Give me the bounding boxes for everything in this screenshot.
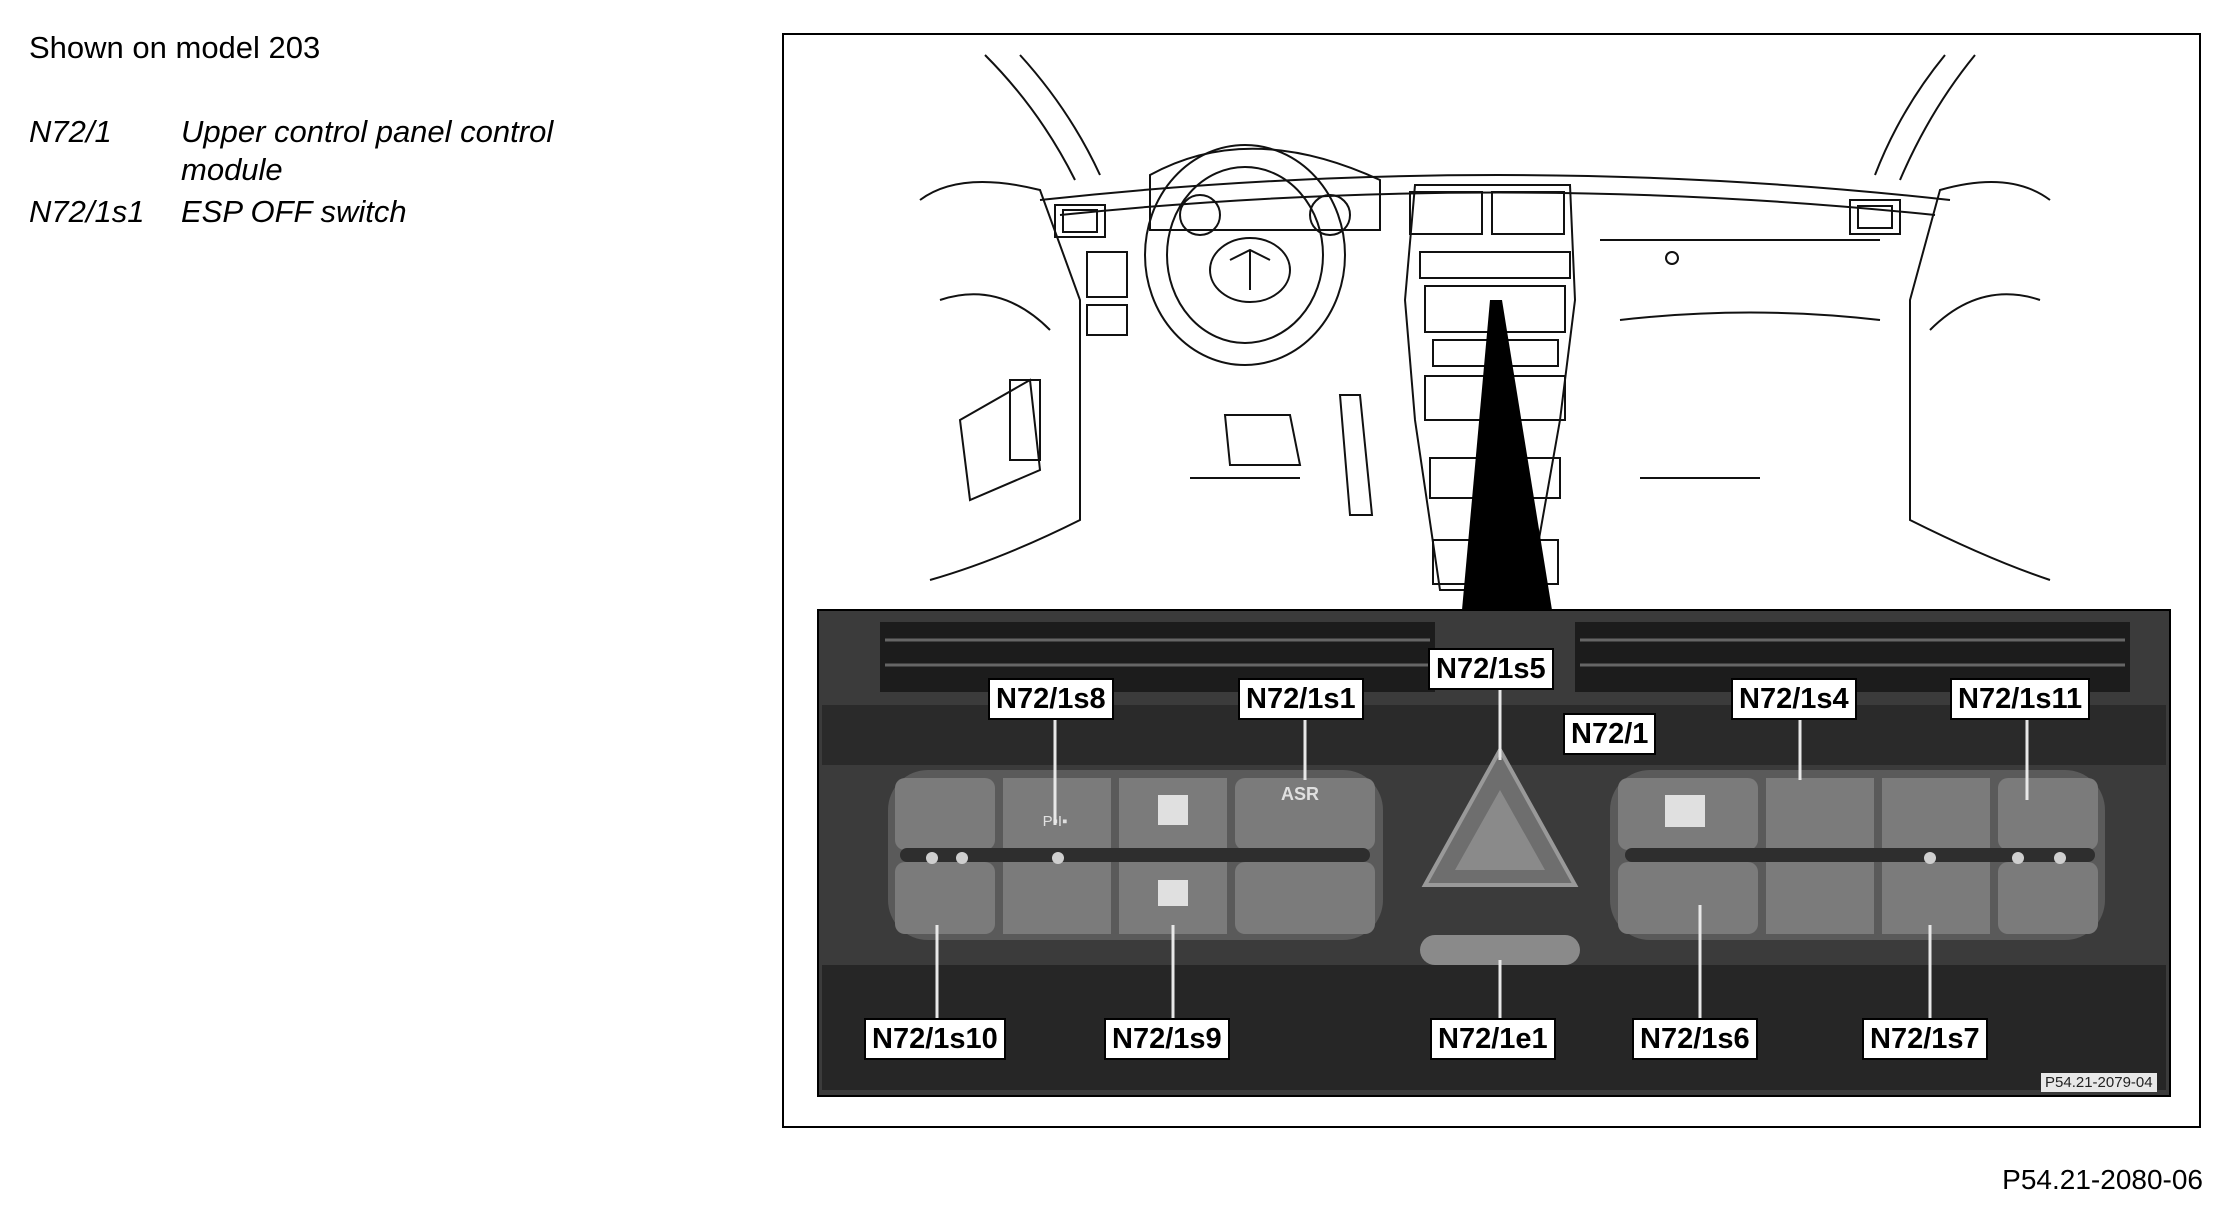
callout-n72-1s9: N72/1s9 [1104,1018,1230,1060]
figure-caption: Shown on model 203 [29,30,321,65]
svg-text:P▪I▪: P▪I▪ [1042,813,1068,830]
legend-code-n72-1: N72/1 [29,114,112,149]
callout-n72-1s8: N72/1s8 [988,678,1114,720]
legend-description-n72-1: Upper control panel control [181,114,554,149]
callout-n72-1e1: N72/1e1 [1430,1018,1556,1060]
callout-n72-1s1: N72/1s1 [1238,678,1364,720]
svg-text:ASR: ASR [1280,784,1320,804]
figure-reference-number: P54.21-2080-06 [2002,1164,2203,1195]
callout-n72-1s6: N72/1s6 [1632,1018,1758,1060]
callout-n72-1s5: N72/1s5 [1428,648,1554,690]
callout-n72-1s7: N72/1s7 [1862,1018,1988,1060]
callout-n72-1s4: N72/1s4 [1731,678,1857,720]
photo-reference-number: P54.21-2079-04 [2041,1073,2157,1092]
callout-n72-1: N72/1 [1563,713,1656,755]
callout-n72-1s11: N72/1s11 [1950,678,2090,720]
legend-code-n72-1s1: N72/1s1 [29,194,145,229]
legend-description-n72-1s1: ESP OFF switch [181,194,407,229]
pointer-wedge [1462,300,1552,610]
legend-description-n72-1-continued: module [181,152,283,187]
callout-n72-1s10: N72/1s10 [864,1018,1006,1060]
